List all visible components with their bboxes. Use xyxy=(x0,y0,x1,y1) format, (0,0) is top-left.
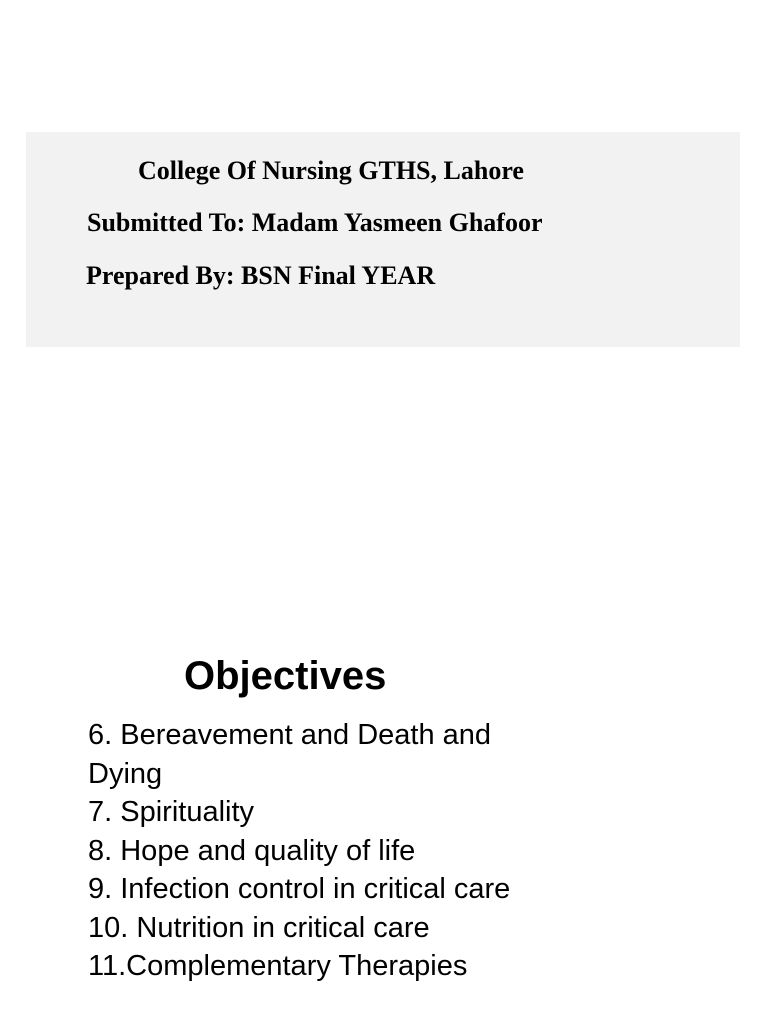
objectives-heading: Objectives xyxy=(184,654,387,698)
college-name: College Of Nursing GTHS, Lahore xyxy=(138,156,524,185)
title-header-box xyxy=(26,132,740,347)
submitted-to: Submitted To: Madam Yasmeen Ghafoor xyxy=(87,208,543,237)
list-item: 10. Nutrition in critical care xyxy=(88,911,430,944)
list-item: 9. Infection control in critical care xyxy=(88,873,511,905)
list-item: 6. Bereavement and Death and Dying xyxy=(88,719,492,790)
list-item: 11.Complementary Therapies xyxy=(88,950,468,982)
list-item: 8. Hope and quality of life xyxy=(88,834,416,867)
prepared-by: Prepared By: BSN Final YEAR xyxy=(86,261,436,290)
list-item: 7. Spirituality xyxy=(88,796,255,828)
objectives-list xyxy=(88,716,568,986)
